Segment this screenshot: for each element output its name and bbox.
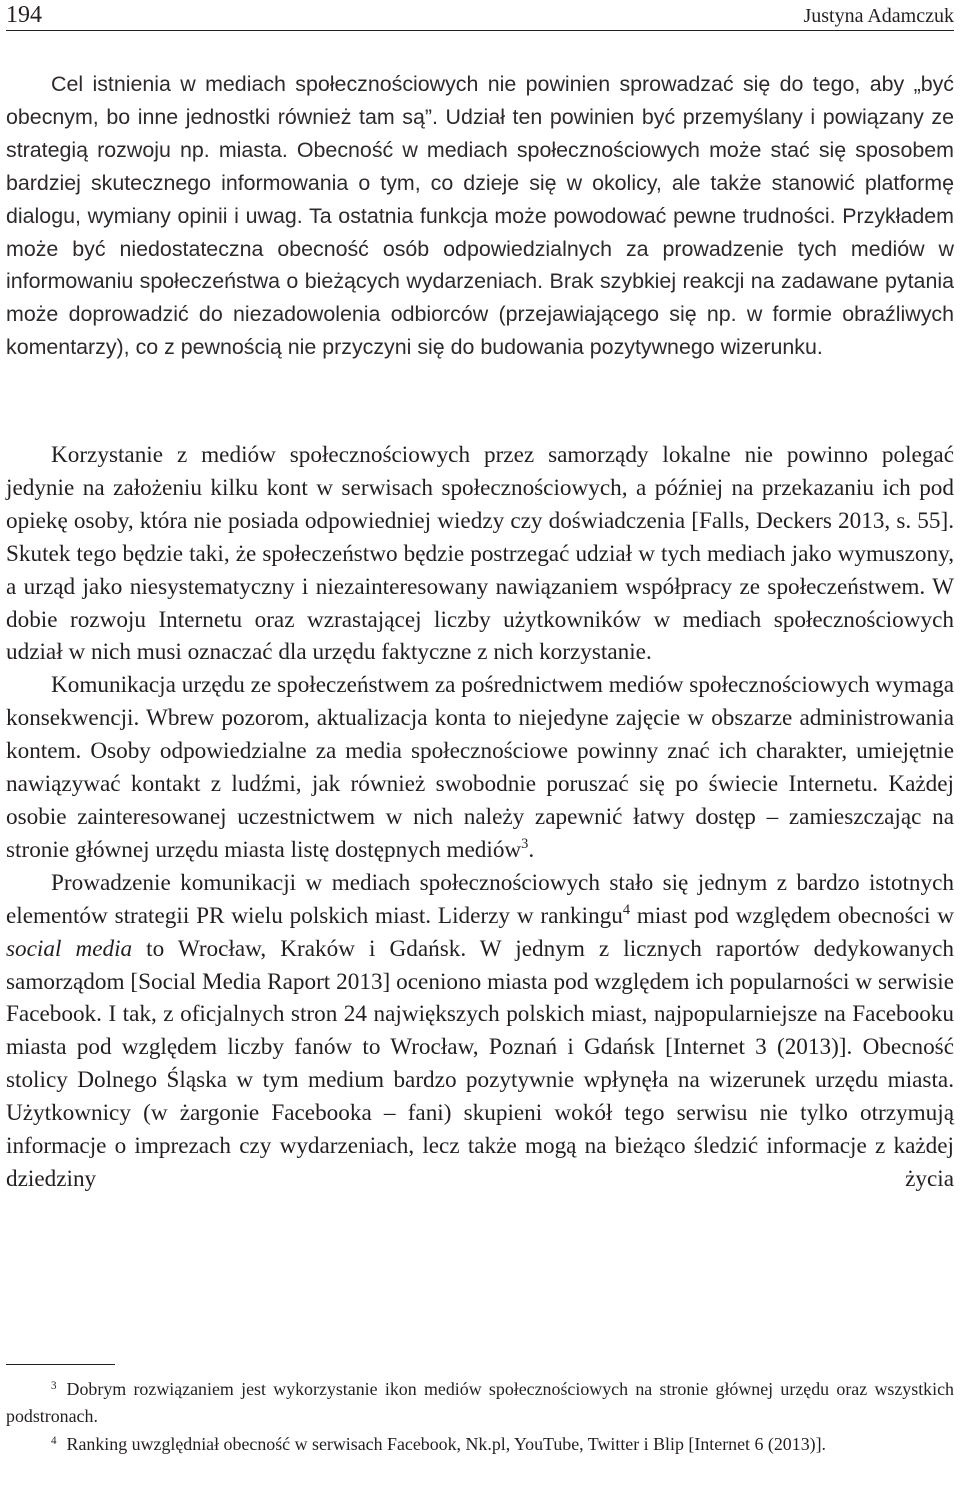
body-text-upper xyxy=(6,68,954,364)
running-header-author: Justyna Adamczuk xyxy=(803,5,954,27)
italic-term: social media xyxy=(6,935,133,962)
paragraph: Korzystanie z mediów społecznościowych przez samorządy lokalne nie powinno polegać jedynie na założeniu kilku kont w serwisach społecznościowych, a później na przekazaniu ich pod opiekę osoby, która nie posiada odpowiedniej wiedzy czy doświadczenia [Falls, Deckers 2013, s. 55]. Skutek tego będzie taki, że społeczeństwo będzie postrzegać udział w tych mediach jako wymuszony, a urząd jako niesystematyczny i niezainteresowany nawiązaniem współpracy ze społeczeństwem. W dobie rozwoju Internetu oraz wzrastającej liczby użytkowników w mediach społecznościowych udział w nich musi oznaczać dla urzędu faktyczne z nich korzystanie. xyxy=(6,442,954,666)
paragraph-text: to Wrocław, Kraków i Gdańsk. W jednym z licznych raportów dedykowanych samorządom [Social Media Raport 2013] oceniono miasta pod względem ich popularności w serwisie Facebook. I tak, z oficjalnych stron 24 największych polskich miast, najpopularniejsze na Facebooku miasta pod względem liczby fanów to Wrocław, Poznań i Gdańsk [Internet 3 (2013)]. Obecność stolicy Dolnego Śląska w tym medium bardzo pozytywnie wpłynęła na wizerunek urzędu miasta. Użytkownicy (w żargonie Facebooka – fani) skupieni wokół tego serwisu nie tylko otrzymują informacje o imprezach czy wydarzeniach, lecz także mogą na bieżąco śledzić informacje z każdej dziedziny życia xyxy=(6,935,954,1192)
paragraph-text: Komunikacja urzędu ze społeczeństwem za pośrednictwem mediów społecznościowych wymaga konsekwencji. Wbrew pozorom, aktualizacja konta to niejedyne zajęcie w obszarze administrowania kontem. Osoby odpowiedzialne za media społecznościowe powinny znać ich charakter, umiejętnie nawiązywać kontakt z ludźmi, jak również swobodnie poruszać się po świecie Internetu. Każdej osobie zainteresowanej uczestnictwem w nich należy zapewnić łatwy dostęp – zamieszczając na stronie głównej urzędu miasta listę dostępnych mediów xyxy=(6,672,954,863)
footnote-mark: 4 xyxy=(51,1434,57,1447)
paragraph: Cel istnienia w mediach społecznościowych nie powinien sprowadzać się do tego, aby „być obecnym, bo inne jednostki również tam są”. Udział ten powinien być przemyślany i powiązany ze strategią rozwoju np. miasta. Obecność w mediach społecznościowych może stać się sposobem bardziej skutecznego informowania o tym, co dzieje się w okolicy, ale także stanowić platformę dialogu, wymiany opinii i uwag. Ta ostatnia funkcja może powodować pewne trudności. Przykładem może być niedostateczna obecność osób odpowiedzialnych za prowadzenie tych mediów w informowaniu społeczeństwa o bieżących wydarzeniach. Brak szybkiej reakcji na zadawane pytania może doprowadzić do niezadowolenia odbiorców (przejawiającego się np. w formie obraźliwych komentarzy), co z pewnością nie przyczyni się do budowania pozytywnego wizerunku. xyxy=(6,72,954,360)
footnote xyxy=(6,1431,954,1458)
footnote-text: Ranking uwzględniał obecność w serwisach Facebook, Nk.pl, YouTube, Twitter i Blip [Internet 6 (2013)]. xyxy=(66,1433,827,1454)
footnotes xyxy=(6,1376,954,1458)
paragraph xyxy=(6,867,954,1196)
page-number: 194 xyxy=(6,2,42,28)
footnote-text: Dobrym rozwiązaniem jest wykorzystanie ikon mediów społecznościowych na stronie głównej urzędu oraz wszystkich podstronach. xyxy=(6,1379,954,1427)
paragraph xyxy=(6,669,954,866)
footnote-mark: 3 xyxy=(51,1379,57,1392)
paragraph-text: Prowadzenie komunikacji w mediach społecznościowych stało się jednym z bardzo istotnych elementów strategii PR wielu polskich miast. Liderzy w rankingu xyxy=(6,869,954,929)
footnote-reference: 3 xyxy=(521,835,529,852)
footnote-separator xyxy=(6,1364,115,1365)
paragraph-end: . xyxy=(528,836,535,863)
footnote-reference: 4 xyxy=(622,901,631,918)
footnote xyxy=(6,1376,954,1431)
running-header xyxy=(6,0,954,31)
body-text xyxy=(6,439,954,1196)
paragraph-text: miast pod względem obecności w xyxy=(630,902,954,929)
